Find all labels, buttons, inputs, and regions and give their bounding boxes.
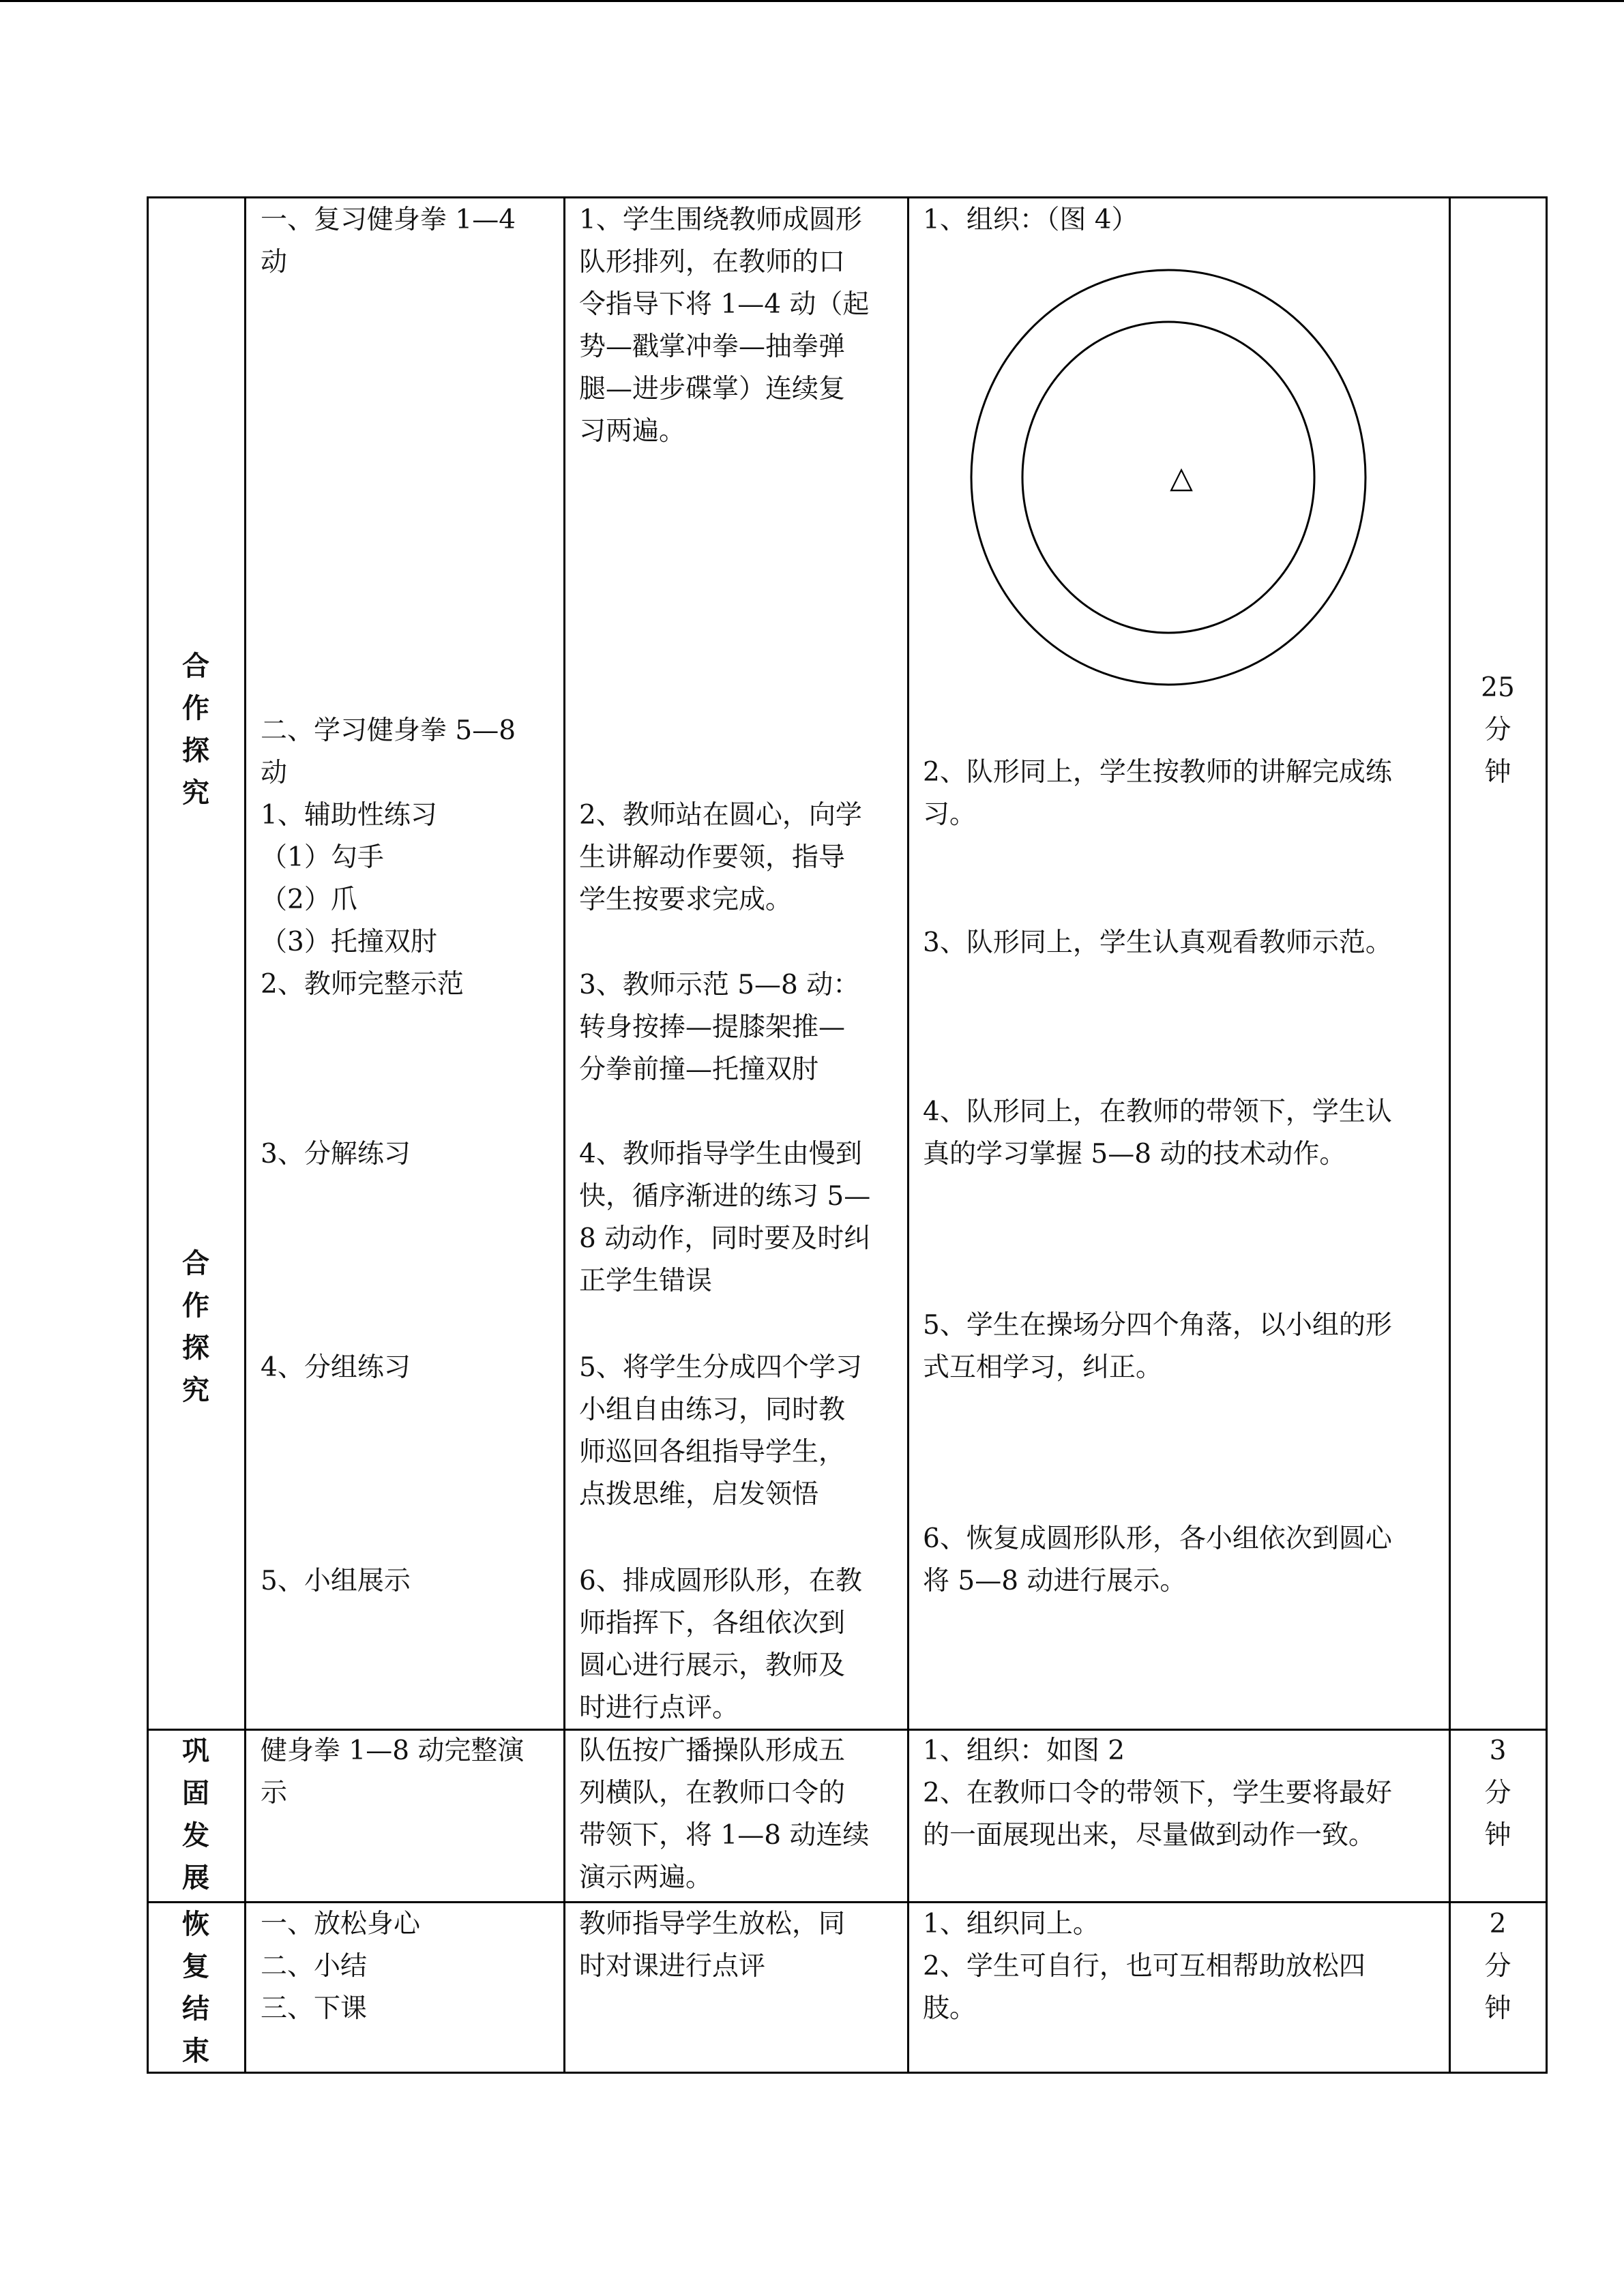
text-line: 2、学生可自行，也可互相帮助放松四 — [923, 1951, 1365, 1982]
text-line: 动 — [261, 758, 288, 788]
text-line: 8 动动作，同时要及时纠 — [579, 1223, 871, 1254]
text-line: 转身按捧—提膝架推— — [579, 1012, 846, 1043]
text-line: 点拨思维，启发领悟 — [579, 1479, 819, 1510]
time-unit: 钟 — [1484, 1820, 1511, 1851]
phase-char: 复 — [182, 1950, 209, 1982]
text-line: 演示两遍。 — [579, 1862, 713, 1893]
text-line: 6、排成圆形队形，在教 — [579, 1566, 862, 1596]
text-line: 腿—进步碟掌）连续复 — [579, 374, 846, 404]
text-line: 5、学生在操场分四个角落，以小组的形 — [923, 1310, 1392, 1341]
text-line: 一、复习健身拳 1—4 — [261, 205, 516, 235]
content-consolidate — [261, 1730, 524, 1815]
text-line: 6、恢复成圆形队形，各小组依次到圆心 — [923, 1523, 1392, 1554]
text-line: 二、学习健身拳 5—8 — [261, 715, 516, 746]
phase-char: 究 — [182, 777, 209, 809]
text-line: 分拳前撞—托撞双肘 — [579, 1054, 819, 1085]
inner-circle — [1022, 322, 1314, 633]
org-recover — [923, 1903, 1365, 2030]
phase-char: 究 — [182, 1374, 209, 1406]
text-line: 师指挥下，各组依次到 — [579, 1608, 846, 1639]
text-line: 2、教师站在圆心，向学 — [579, 800, 862, 831]
circle-formation-diagram — [969, 265, 1371, 687]
phase-char: 结 — [182, 1993, 209, 2025]
phase-char: 合 — [182, 650, 209, 682]
text-line: 4、分组练习 — [261, 1352, 411, 1383]
text-line: 5、小组展示 — [261, 1566, 411, 1596]
text-line: 时对课进行点评 — [579, 1951, 766, 1982]
text-line: 令指导下将 1—4 动（起 — [579, 289, 870, 320]
text-line: 小组自由练习，同时教 — [579, 1395, 846, 1425]
text-line: 2、队形同上，学生按教师的讲解完成练 — [923, 757, 1392, 788]
table-divider — [244, 196, 246, 2074]
text-line: 生讲解动作要领，指导 — [579, 842, 846, 873]
method-recover — [579, 1903, 845, 1988]
text-line: 圆心进行展示，教师及 — [579, 1650, 846, 1681]
phase-char: 作 — [182, 1289, 209, 1322]
phase-char: 作 — [182, 692, 209, 724]
teacher-triangle-marker: △ — [1170, 460, 1193, 495]
time-value: 25 — [1481, 672, 1515, 703]
time-cell — [1450, 667, 1546, 794]
text-line: 1、辅助性练习 — [261, 800, 437, 831]
phase-char: 探 — [182, 1332, 209, 1364]
method-demo — [579, 964, 859, 1091]
table-divider — [907, 196, 909, 2074]
method-group — [579, 1347, 862, 1516]
phase-char: 束 — [182, 2035, 209, 2067]
text-line: 4、教师指导学生由慢到 — [579, 1139, 862, 1169]
text-line: 3、教师示范 5—8 动： — [579, 970, 860, 1000]
content-review — [261, 199, 516, 284]
content-group-practice — [261, 1347, 411, 1389]
text-line: 3、队形同上，学生认真观看教师示范。 — [923, 927, 1392, 958]
text-line: （1）勾手 — [261, 842, 384, 873]
text-line: 健身拳 1—8 动完整演 — [261, 1735, 525, 1766]
text-line: 将 5—8 动进行展示。 — [923, 1566, 1187, 1596]
phase-char: 探 — [182, 734, 209, 766]
text-line: 动 — [261, 247, 288, 278]
method-review — [579, 199, 869, 453]
table-border-bottom — [147, 2072, 1548, 2074]
phase-char: 合 — [182, 1247, 209, 1279]
org-formation — [923, 199, 1138, 241]
org-consolidate — [923, 1730, 1392, 1857]
phase-label-consolidate — [148, 1730, 243, 1899]
method-explain — [579, 794, 862, 921]
method-consolidate — [579, 1730, 869, 1899]
phase-char: 展 — [182, 1862, 209, 1894]
phase-label-recover — [148, 1903, 243, 2072]
text-line: 式互相学习，纠正。 — [923, 1352, 1163, 1383]
table-border-right — [1546, 196, 1548, 2074]
text-line: 正学生错误 — [579, 1266, 713, 1296]
org-same-formation-3 — [923, 1091, 1392, 1176]
text-line: 一、放松身心 — [261, 1909, 421, 1939]
content-learn — [261, 710, 516, 1006]
content-group-show — [261, 1560, 411, 1602]
text-line: 势—戳掌冲拳—抽拳弹 — [579, 331, 846, 362]
org-show — [923, 1518, 1392, 1602]
text-line: 教师指导学生放松，同 — [579, 1909, 846, 1939]
time-unit: 分 — [1484, 1951, 1511, 1982]
text-line: 快，循序渐进的练习 5— — [579, 1181, 871, 1212]
table-border-top — [147, 196, 1548, 198]
text-line: 二、小结 — [261, 1951, 368, 1982]
time-unit: 钟 — [1484, 1993, 1511, 2024]
time-unit: 分 — [1484, 1778, 1511, 1808]
time-value: 2 — [1489, 1909, 1507, 1939]
phase-char: 巩 — [182, 1735, 209, 1767]
text-line: 队伍按广播操队形成五 — [579, 1735, 846, 1766]
time-unit: 分 — [1484, 715, 1511, 745]
phase-char: 发 — [182, 1819, 209, 1851]
text-line: 1、组织同上。 — [923, 1909, 1099, 1939]
text-line: 4、队形同上，在教师的带领下，学生认 — [923, 1097, 1392, 1127]
org-corners — [923, 1304, 1392, 1389]
method-show — [579, 1560, 862, 1729]
text-line: 队形排列，在教师的口 — [579, 247, 846, 278]
text-line: （2）爪 — [261, 884, 357, 915]
text-line: 的一面展现出来，尽量做到动作一致。 — [923, 1820, 1376, 1851]
text-line: 真的学习掌握 5—8 动的技术动作。 — [923, 1139, 1346, 1169]
text-line: 示 — [261, 1778, 288, 1808]
text-line: 3、分解练习 — [261, 1139, 411, 1169]
text-line: 1、组织：如图 2 — [923, 1735, 1125, 1766]
text-line: 5、将学生分成四个学习 — [579, 1352, 862, 1383]
text-line: 2、在教师口令的带领下，学生要将最好 — [923, 1778, 1392, 1808]
method-guide — [579, 1133, 870, 1302]
text-line: 三、下课 — [261, 1993, 368, 2024]
text-line: 师巡回各组指导学生， — [579, 1437, 846, 1467]
text-line: 习。 — [923, 799, 977, 830]
outer-circle — [971, 270, 1365, 685]
org-same-formation-1 — [923, 751, 1392, 836]
phase-char: 固 — [182, 1777, 209, 1809]
text-line: 2、教师完整示范 — [261, 969, 464, 1000]
phase-label — [148, 645, 243, 814]
text-line: 肢。 — [923, 1993, 977, 2024]
text-line: 列横队，在教师口令的 — [579, 1778, 846, 1808]
text-line: 习两遍。 — [579, 416, 686, 447]
time-unit: 钟 — [1484, 757, 1511, 788]
table-divider — [563, 196, 565, 2074]
time-cell-recover — [1450, 1903, 1546, 2030]
time-value: 3 — [1489, 1735, 1507, 1766]
org-same-formation-2 — [923, 922, 1392, 964]
phase-label — [148, 1242, 243, 1412]
text-line: 学生按要求完成。 — [579, 884, 793, 915]
content-decompose — [261, 1133, 411, 1176]
content-recover — [261, 1903, 420, 2030]
time-cell-consolidate — [1450, 1730, 1546, 1857]
text-line: 带领下，将 1—8 动连续 — [579, 1820, 870, 1851]
phase-char: 恢 — [182, 1908, 209, 1940]
text-line: （3）托撞双肘 — [261, 927, 437, 957]
text-line: 时进行点评。 — [579, 1693, 739, 1723]
text-line: 1、组织：（图 4） — [923, 205, 1138, 235]
text-line: 1、学生围绕教师成圆形 — [579, 205, 862, 235]
